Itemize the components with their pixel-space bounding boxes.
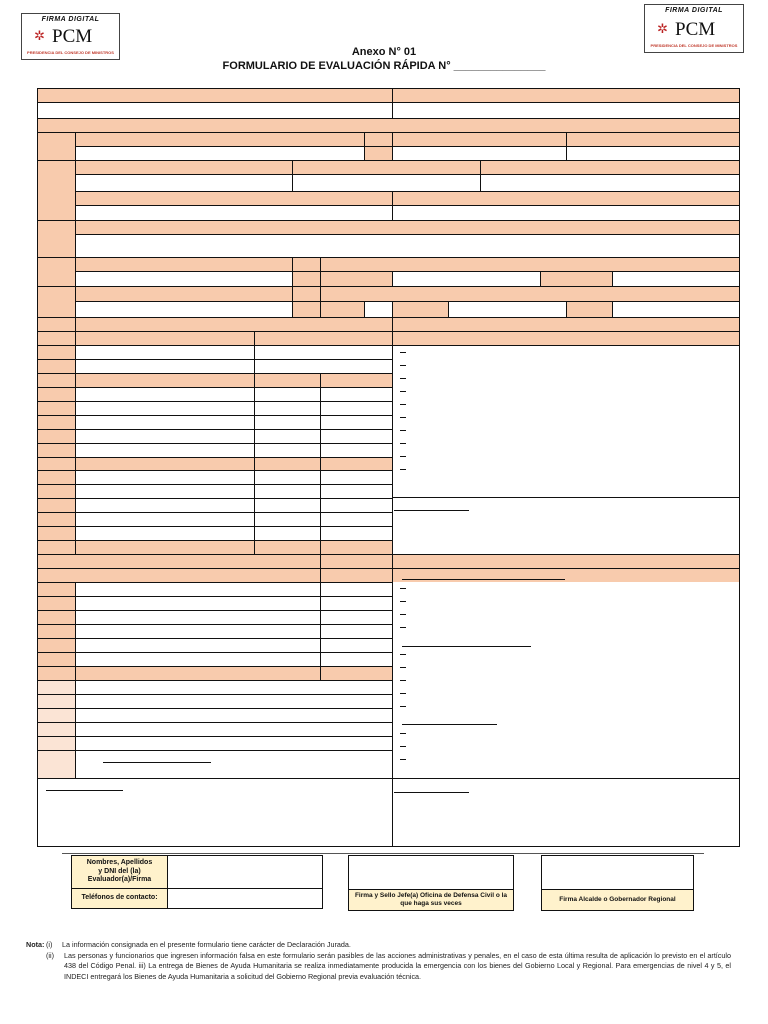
grid-line — [37, 345, 740, 346]
underline — [103, 762, 211, 763]
note-marker-2: (ii) — [46, 951, 54, 960]
underline — [394, 792, 469, 793]
grid-line — [540, 271, 541, 286]
list-bullet — [400, 680, 406, 681]
grid-line — [75, 271, 740, 272]
underline — [402, 579, 565, 580]
note-item-1: La información consignada en el presente formulario tiene carácter de Declaración Jurada. — [62, 940, 351, 949]
phones-field[interactable] — [168, 889, 322, 908]
list-bullet — [400, 430, 406, 431]
phones-label: Teléfonos de contacto: — [72, 889, 168, 908]
list-bullet — [400, 456, 406, 457]
grid-line — [320, 373, 321, 554]
grid-line — [37, 401, 392, 402]
grid-line — [75, 174, 740, 175]
grid-line — [37, 694, 392, 695]
list-bullet — [400, 378, 406, 379]
grid-line — [392, 317, 393, 847]
pcm-star-icon: ✲ — [34, 28, 45, 43]
list-bullet — [400, 352, 406, 353]
grid-line — [37, 160, 740, 161]
notes-label: Nota: — [26, 940, 45, 949]
list-bullet — [400, 654, 406, 655]
grid-line — [480, 160, 481, 191]
stamp-brand: PCM — [52, 26, 93, 47]
grid-line — [37, 554, 740, 555]
mayor-signature-field[interactable] — [542, 856, 693, 889]
list-bullet — [400, 733, 406, 734]
grid-line — [75, 205, 740, 206]
list-bullet — [400, 391, 406, 392]
grid-line — [37, 429, 392, 430]
form-title: FORMULARIO DE EVALUACIÓN RÁPIDA N° _______________ — [222, 60, 546, 72]
stamp-subtitle: PRESIDENCIA DEL CONSEJO DE MINISTROS — [27, 50, 114, 55]
grid-line — [612, 301, 613, 317]
grid-line — [37, 484, 392, 485]
grid-line — [37, 415, 392, 416]
pcm-star-icon: ✲ — [657, 21, 668, 36]
grid-line — [37, 750, 392, 751]
grid-line — [75, 582, 76, 778]
grid-line — [392, 191, 393, 220]
grid-line — [37, 722, 392, 723]
grid-line — [37, 680, 392, 681]
stamp-brand: PCM — [675, 19, 716, 40]
grid-line — [392, 301, 393, 317]
civil-defense-signature-block — [348, 855, 514, 911]
grid-line — [37, 652, 392, 653]
mayor-signature-block — [541, 855, 694, 911]
note-item-2: Las personas y funcionarios que ingresen información falsa en este formulario serán pasibles de las acciones administrativas y penales, en el caso de esta última resulta de aplicación lo previsto en el artículo 438 del Código Penal. iii) La entrega de Bienes de Ayuda Humanitaria se realiza inmediatamente producida la emergencia con los bienes del Gobierno Local y Regional. Para emergencias de nivel 4 y 5, el INDECI entregará los Bienes de Ayuda Humanitaria a solicitud del Gobierno Regional previa evaluación técnica. — [64, 951, 731, 981]
grid-line — [75, 132, 76, 345]
grid-line — [37, 624, 392, 625]
list-bullet — [400, 667, 406, 668]
list-bullet — [400, 706, 406, 707]
mayor-label: Firma Alcalde o Gobernador Regional — [542, 889, 693, 910]
grid-line — [392, 497, 740, 498]
list-bullet — [400, 443, 406, 444]
grid-line — [75, 234, 740, 235]
list-bullet — [400, 404, 406, 405]
grid-line — [612, 271, 613, 286]
grid-line — [37, 778, 740, 779]
grid-line — [37, 387, 392, 388]
list-bullet — [400, 746, 406, 747]
grid-line — [37, 102, 740, 103]
grid-line — [254, 331, 255, 554]
underline — [402, 646, 531, 647]
grid-line — [37, 638, 392, 639]
civil-defense-label: Firma y Sello Jefe(a) Oficina de Defensa Civil o la que haga sus veces — [349, 889, 513, 910]
evaluator-name-field[interactable] — [168, 856, 322, 889]
grid-line — [37, 470, 392, 471]
underline — [46, 790, 123, 791]
grid-line — [37, 443, 392, 444]
stamp-label: FIRMA DIGITAL — [665, 7, 723, 14]
grid-line — [37, 118, 740, 119]
grid-line — [75, 146, 740, 147]
grid-line — [364, 301, 365, 317]
stamp-label: FIRMA DIGITAL — [41, 16, 100, 23]
grid-line — [37, 373, 392, 374]
grid-line — [392, 271, 393, 286]
grid-line — [37, 317, 740, 318]
list-bullet — [400, 693, 406, 694]
evaluator-label: Nombres, Apellidos y DNI del (la) Evaluador(a)/Firma — [72, 856, 168, 889]
underline — [402, 724, 497, 725]
grid-line — [320, 554, 321, 680]
grid-line — [392, 88, 393, 118]
grid-line — [292, 257, 293, 317]
grid-line — [37, 736, 392, 737]
grid-line — [566, 301, 567, 317]
grid-line — [566, 132, 567, 160]
list-bullet — [400, 588, 406, 589]
list-bullet — [400, 759, 406, 760]
grid-line — [37, 568, 740, 569]
grid-line — [37, 708, 392, 709]
grid-line — [37, 512, 392, 513]
form-border — [37, 88, 740, 847]
civil-defense-signature-field[interactable] — [349, 856, 513, 889]
grid-line — [37, 457, 392, 458]
grid-line — [75, 191, 740, 192]
grid-line — [392, 132, 393, 160]
grid-line — [75, 301, 740, 302]
grid-line — [448, 301, 449, 317]
grid-line — [37, 331, 740, 332]
grid-line — [37, 596, 392, 597]
evaluator-block — [71, 855, 323, 909]
grid-line — [75, 345, 76, 554]
grid-line — [292, 160, 293, 191]
grid-line — [37, 582, 392, 583]
list-bullet — [400, 417, 406, 418]
grid-line — [37, 132, 740, 133]
grid-line — [37, 359, 392, 360]
grid-line — [37, 498, 392, 499]
separator-line — [62, 853, 704, 854]
list-bullet — [400, 365, 406, 366]
list-bullet — [400, 614, 406, 615]
grid-line — [364, 132, 365, 160]
grid-line — [37, 540, 392, 541]
grid-line — [37, 666, 392, 667]
stamp-subtitle: PRESIDENCIA DEL CONSEJO DE MINISTROS — [650, 43, 738, 48]
list-bullet — [400, 627, 406, 628]
list-bullet — [400, 469, 406, 470]
notes — [26, 940, 731, 982]
list-bullet — [400, 601, 406, 602]
grid-line — [37, 526, 392, 527]
grid-line — [37, 286, 740, 287]
grid-line — [37, 257, 740, 258]
annex-title: Anexo N° 01 — [351, 46, 417, 58]
note-marker-1: (i) — [46, 940, 53, 949]
grid-line — [37, 610, 392, 611]
underline — [394, 510, 469, 511]
grid-line — [320, 257, 321, 317]
grid-line — [37, 220, 740, 221]
